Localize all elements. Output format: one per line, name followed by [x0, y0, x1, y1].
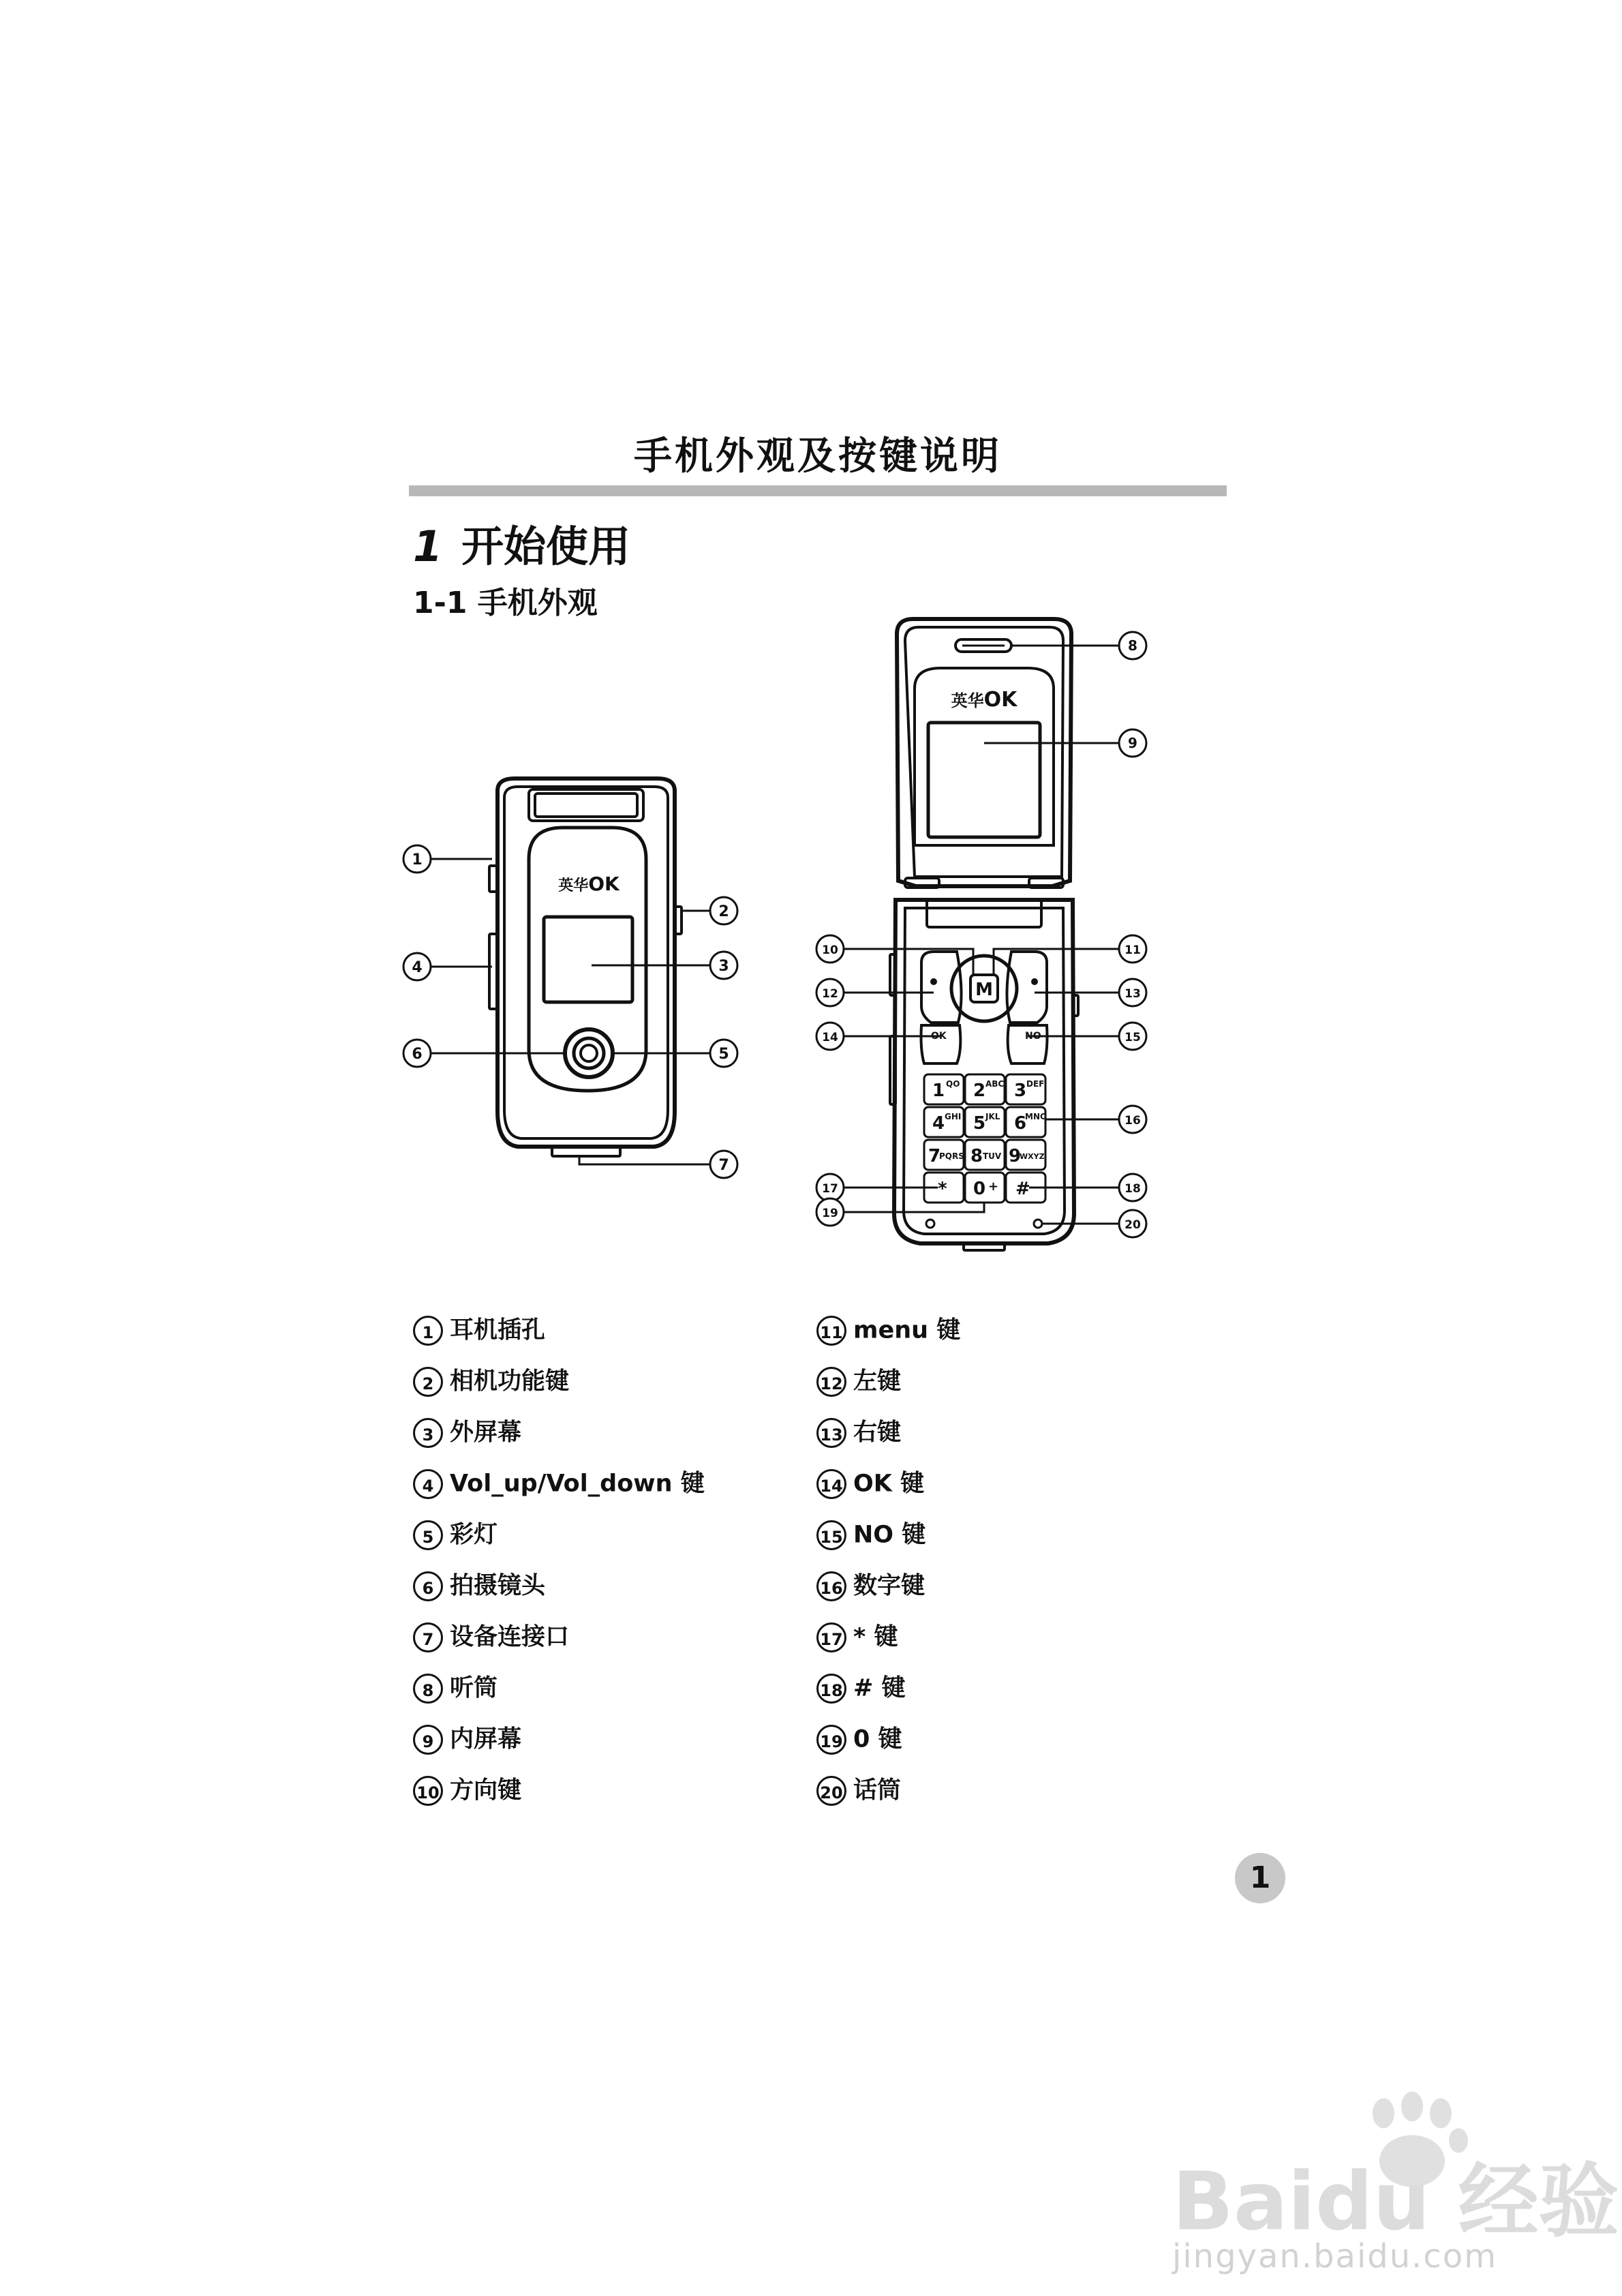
watermark-logo-text: Baidu 经验: [1172, 2154, 1619, 2248]
legend-item: [413, 1418, 521, 1448]
callout-18: 18: [1124, 1182, 1141, 1196]
legend-label: # 键: [853, 1674, 906, 1702]
callout-2: 2: [718, 903, 729, 920]
legend-label: 内屏幕: [450, 1725, 522, 1753]
legend-label: 相机功能键: [450, 1368, 570, 1395]
legend-item: [816, 1622, 898, 1652]
callout-9: 9: [1128, 735, 1137, 751]
callout-19: 19: [822, 1207, 838, 1220]
key-star-digit: *: [938, 1179, 947, 1199]
phone-open-diagram: [804, 614, 1159, 1261]
subsection-title: 1-1 手机外观: [413, 586, 598, 620]
ok-key-label: OK: [931, 1031, 947, 1042]
legend-item: [816, 1367, 901, 1397]
callout-14: 14: [822, 1031, 838, 1044]
legend-item: [413, 1674, 498, 1704]
legend-label: 数字键: [853, 1572, 925, 1600]
legend-item: [413, 1316, 545, 1346]
legend-marker: 6: [413, 1571, 443, 1601]
legend-marker: 12: [816, 1367, 846, 1397]
key-7-sub: PQRS: [939, 1151, 964, 1161]
legend-label: 左键: [853, 1368, 902, 1395]
section-number: 1: [413, 522, 443, 571]
legend-marker: 14: [816, 1469, 846, 1499]
legend-label: 右键: [853, 1419, 902, 1447]
legend-item: [413, 1367, 569, 1397]
key-1-sub: QO: [946, 1079, 960, 1089]
legend-label: Vol_up/Vol_down 键: [450, 1470, 705, 1498]
legend-item: [816, 1316, 960, 1346]
legend-label: NO 键: [853, 1521, 926, 1549]
legend-item: [413, 1776, 521, 1806]
legend-item: [816, 1776, 901, 1806]
key-2-sub: ABC: [985, 1079, 1005, 1089]
legend-label: 耳机插孔: [450, 1316, 546, 1344]
callout-4: 4: [412, 959, 423, 976]
key-8-sub: TUV: [983, 1151, 1002, 1161]
legend-marker: 1: [413, 1316, 443, 1346]
phone-closed-diagram: [395, 770, 750, 1179]
key-0-sub: +: [988, 1179, 999, 1194]
watermark-site: jingyan.baidu.com: [1172, 2237, 1497, 2276]
callout-1: 1: [412, 851, 423, 868]
key-4-digit: 4: [932, 1113, 945, 1134]
key-5-sub: JKL: [985, 1112, 1000, 1121]
legend-label: 拍摄镜头: [450, 1572, 546, 1600]
legend-label: 方向键: [450, 1777, 522, 1804]
callout-7: 7: [718, 1157, 729, 1174]
legend-label: 设备连接口: [450, 1623, 570, 1651]
callout-15: 15: [1124, 1031, 1141, 1044]
legend-marker: 13: [816, 1418, 846, 1448]
title-rule: [409, 485, 1227, 496]
legend-item: [816, 1674, 906, 1704]
callout-17: 17: [822, 1182, 838, 1196]
legend-label: menu 键: [853, 1316, 961, 1344]
legend-marker: 4: [413, 1469, 443, 1499]
section-title-text: 开始使用: [461, 522, 631, 571]
legend-item: [816, 1725, 902, 1755]
legend-marker: 9: [413, 1725, 443, 1755]
legend-marker: 19: [816, 1725, 846, 1755]
menu-center-key-label: M: [975, 980, 993, 1000]
callout-13: 13: [1124, 987, 1141, 1001]
legend-label: 听筒: [450, 1674, 498, 1702]
key-4-sub: GHI: [945, 1112, 962, 1121]
legend-item: [413, 1469, 705, 1499]
key-2-digit: 2: [973, 1081, 986, 1101]
legend-marker: 7: [413, 1622, 443, 1652]
legend-marker: 16: [816, 1571, 846, 1601]
callout-6: 6: [412, 1046, 423, 1063]
key-0-digit: 0: [973, 1179, 986, 1199]
key-3-sub: DEF: [1026, 1079, 1045, 1089]
callout-16: 16: [1124, 1114, 1141, 1128]
legend-label: * 键: [853, 1623, 898, 1651]
outer-brand-logo: 英华OK: [558, 873, 619, 895]
inner-brand-logo: 英华OK: [951, 688, 1017, 712]
legend-label: 话筒: [853, 1777, 902, 1804]
key-6-sub: MNO: [1025, 1112, 1047, 1121]
callout-5: 5: [718, 1046, 729, 1063]
page-title: 手机外观及按键说明: [634, 434, 1002, 479]
key-9-sub: WXYZ: [1020, 1152, 1045, 1161]
section-title: [413, 513, 630, 573]
legend-marker: 3: [413, 1418, 443, 1448]
callout-10: 10: [822, 943, 838, 957]
legend-label: 彩灯: [450, 1521, 498, 1549]
callout-20: 20: [1124, 1218, 1141, 1232]
legend-label: 外屏幕: [450, 1419, 522, 1447]
callout-8: 8: [1128, 637, 1137, 654]
legend-item: [816, 1520, 925, 1550]
legend-marker: 2: [413, 1367, 443, 1397]
key-5-digit: 5: [973, 1113, 986, 1134]
legend-marker: 20: [816, 1776, 846, 1806]
callout-12: 12: [822, 987, 838, 1001]
legend-item: [413, 1571, 545, 1601]
legend-label: 0 键: [853, 1725, 902, 1753]
key-6-digit: 6: [1014, 1113, 1027, 1134]
key-1-digit: 1: [932, 1081, 945, 1101]
legend-marker: 8: [413, 1674, 443, 1704]
callout-11: 11: [1124, 943, 1141, 957]
legend-marker: 5: [413, 1520, 443, 1550]
legend-marker: 18: [816, 1674, 846, 1704]
legend-item: [816, 1469, 924, 1499]
legend-item: [413, 1520, 498, 1550]
key-hash-digit: #: [1015, 1179, 1030, 1199]
legend-marker: 11: [816, 1316, 846, 1346]
key-8-digit: 8: [970, 1146, 983, 1166]
legend-item: [413, 1725, 521, 1755]
key-9-digit: 9: [1009, 1146, 1022, 1166]
legend-marker: 15: [816, 1520, 846, 1550]
no-key-label: NO: [1025, 1031, 1041, 1042]
legend-marker: 10: [413, 1776, 443, 1806]
page-number: 1: [1235, 1853, 1285, 1903]
legend-marker: 17: [816, 1622, 846, 1652]
legend-label: OK 键: [853, 1470, 925, 1498]
callout-3: 3: [718, 958, 729, 975]
legend-item: [816, 1418, 901, 1448]
legend-item: [816, 1571, 925, 1601]
legend-item: [413, 1622, 569, 1652]
key-7-digit: 7: [928, 1146, 941, 1166]
key-3-digit: 3: [1014, 1081, 1027, 1101]
